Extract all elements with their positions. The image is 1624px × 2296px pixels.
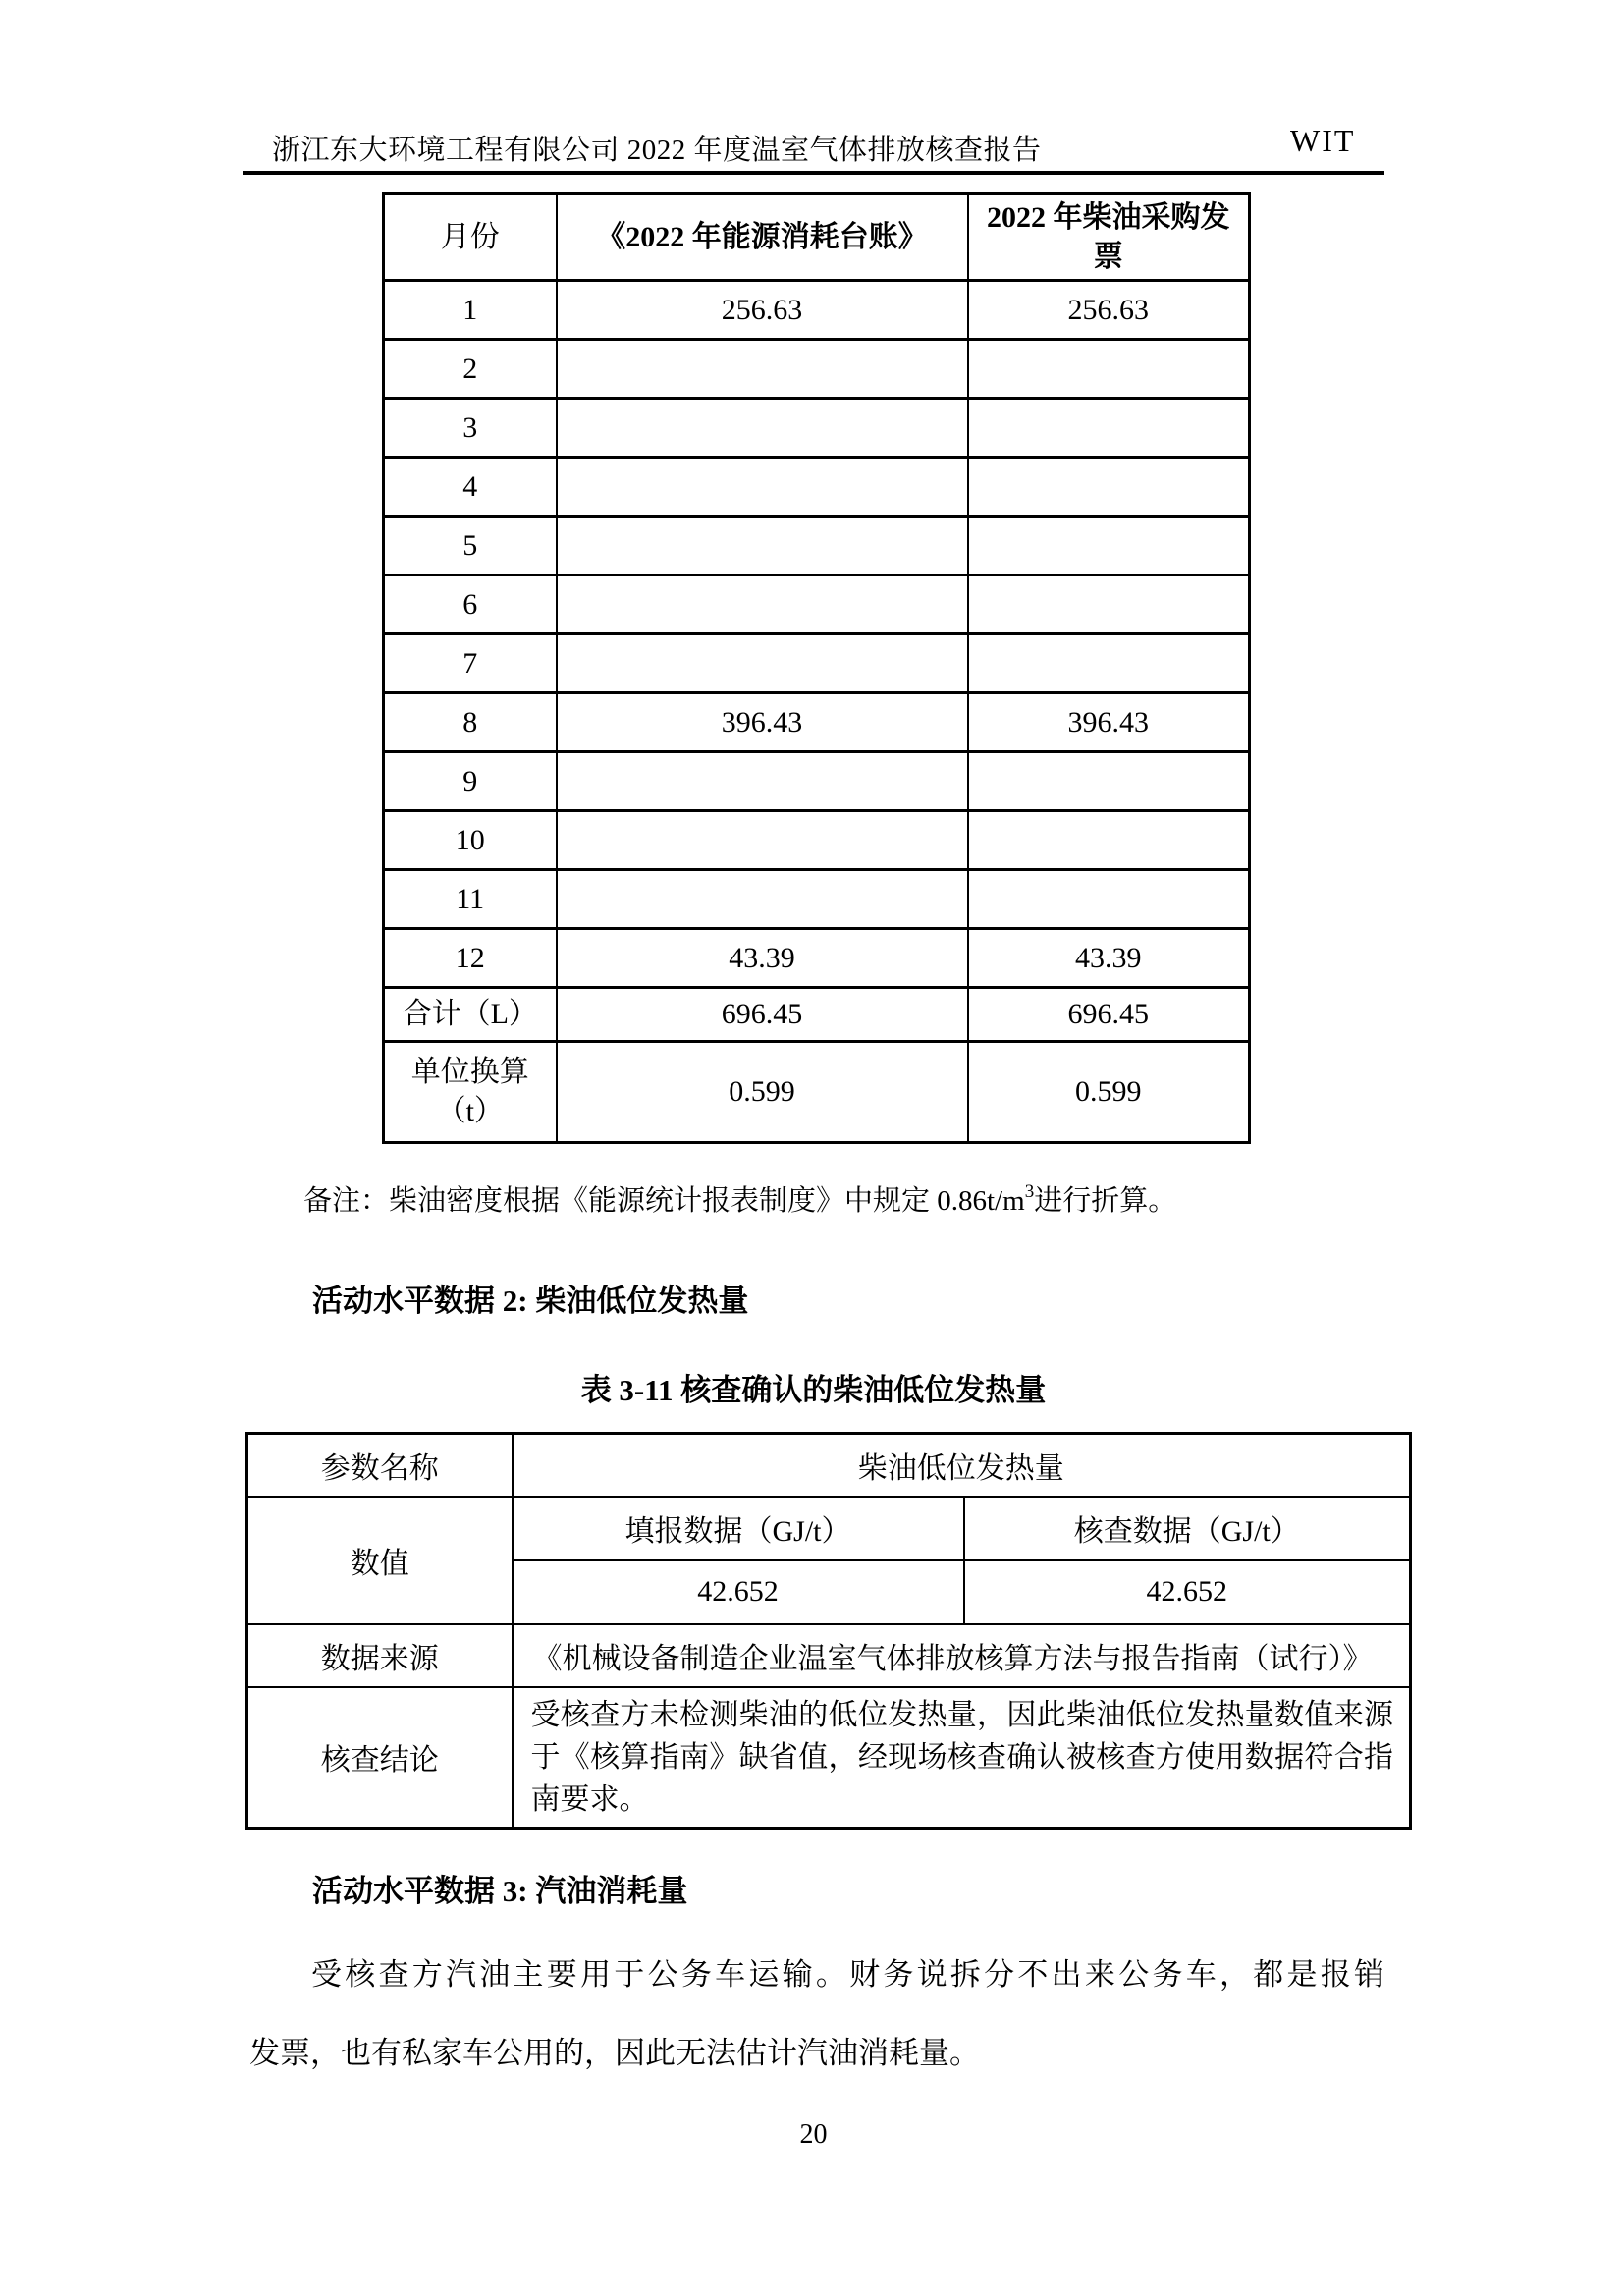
invoice-cell: 396.43 — [968, 693, 1250, 752]
table-row — [384, 517, 1250, 575]
verified-value: 42.652 — [964, 1560, 1411, 1624]
ledger-cell — [557, 752, 968, 811]
value-label: 数值 — [247, 1497, 513, 1624]
conclusion-label: 核查结论 — [247, 1687, 513, 1829]
table-row — [384, 281, 1250, 340]
header-rule — [243, 171, 1384, 175]
month-cell: 7 — [384, 634, 557, 693]
ledger-cell: 43.39 — [557, 929, 968, 988]
source-label: 数据来源 — [247, 1624, 513, 1687]
value-header-row — [247, 1497, 1411, 1560]
source-value: 《机械设备制造企业温室气体排放核算方法与报告指南（试行）》 — [513, 1624, 1411, 1687]
table-row — [384, 752, 1250, 811]
source-row — [247, 1624, 1411, 1687]
conversion-label-line1: 单位换算 — [410, 1056, 529, 1088]
month-cell: 9 — [384, 752, 557, 811]
month-cell: 2 — [384, 340, 557, 399]
conclusion-row — [247, 1687, 1411, 1829]
heating-value-table — [245, 1432, 1412, 1830]
month-cell: 3 — [384, 399, 557, 458]
ledger-cell: 256.63 — [557, 281, 968, 340]
month-cell: 12 — [384, 929, 557, 988]
ledger-cell — [557, 870, 968, 929]
total-row — [384, 988, 1250, 1042]
column-header-month: 月份 — [384, 194, 557, 281]
table-row — [384, 929, 1250, 988]
invoice-cell — [968, 340, 1250, 399]
invoice-cell — [968, 870, 1250, 929]
section-heading-activity-data-2: 活动水平数据 2: 柴油低位发热量 — [312, 1284, 749, 1318]
invoice-cell — [968, 458, 1250, 517]
month-cell: 5 — [384, 517, 557, 575]
invoice-cell — [968, 399, 1250, 458]
invoice-cell: 43.39 — [968, 929, 1250, 988]
ledger-cell — [557, 811, 968, 870]
table-3-11-caption: 表 3-11 核查确认的柴油低位发热量 — [580, 1373, 1047, 1407]
month-cell: 8 — [384, 693, 557, 752]
body-paragraph-line2: 发票，也有私家车公用的，因此无法估计汽油消耗量。 — [249, 2036, 980, 2070]
total-invoice: 696.45 — [968, 988, 1250, 1042]
invoice-cell — [968, 575, 1250, 634]
reported-header: 填报数据（GJ/t） — [513, 1497, 964, 1560]
ledger-cell — [557, 517, 968, 575]
ledger-cell — [557, 575, 968, 634]
ledger-cell: 396.43 — [557, 693, 968, 752]
reported-value: 42.652 — [513, 1560, 964, 1624]
body-paragraph-line1: 受核查方汽油主要用于公务车运输。财务说拆分不出来公务车，都是报销 — [311, 1957, 1384, 1992]
column-header-invoice: 2022 年柴油采购发票 — [968, 194, 1250, 281]
verified-header: 核查数据（GJ/t） — [964, 1497, 1411, 1560]
invoice-cell — [968, 752, 1250, 811]
conversion-row — [384, 1042, 1250, 1143]
ledger-cell — [557, 458, 968, 517]
section-heading-activity-data-3: 活动水平数据 3: 汽油消耗量 — [312, 1874, 688, 1908]
page-header-logo: WIT — [1290, 123, 1356, 158]
total-label: 合计（L） — [384, 988, 557, 1042]
conversion-label — [384, 1042, 557, 1143]
note-superscript: 3 — [1024, 1181, 1035, 1203]
param-label: 参数名称 — [247, 1434, 513, 1497]
table-row — [384, 575, 1250, 634]
table-note — [303, 1178, 1176, 1219]
month-cell: 11 — [384, 870, 557, 929]
table-row — [384, 634, 1250, 693]
conversion-ledger: 0.599 — [557, 1042, 968, 1143]
month-cell: 6 — [384, 575, 557, 634]
month-cell: 1 — [384, 281, 557, 340]
page-header-title: 浙江东大环境工程有限公司 2022 年度温室气体排放核查报告 — [272, 135, 1042, 166]
table-row — [384, 811, 1250, 870]
total-ledger: 696.45 — [557, 988, 968, 1042]
ledger-cell — [557, 634, 968, 693]
month-cell: 10 — [384, 811, 557, 870]
table-row — [384, 340, 1250, 399]
param-row — [247, 1434, 1411, 1497]
table-row — [384, 870, 1250, 929]
invoice-cell — [968, 811, 1250, 870]
invoice-cell: 256.63 — [968, 281, 1250, 340]
table-row — [384, 693, 1250, 752]
table-row — [384, 399, 1250, 458]
ledger-cell — [557, 340, 968, 399]
invoice-cell — [968, 634, 1250, 693]
table-header-row — [384, 194, 1250, 281]
column-header-ledger: 《2022 年能源消耗台账》 — [557, 194, 968, 281]
conversion-invoice: 0.599 — [968, 1042, 1250, 1143]
diesel-consumption-table — [382, 192, 1251, 1144]
invoice-cell — [968, 517, 1250, 575]
conclusion-value: 受核查方未检测柴油的低位发热量，因此柴油低位发热量数值来源于《核算指南》缺省值，经现场核查确认被核查方使用数据符合指南要求。 — [513, 1687, 1411, 1829]
note-text-suffix: 进行折算。 — [1034, 1185, 1177, 1217]
conversion-label-line2: （t） — [436, 1095, 504, 1127]
table-row — [384, 458, 1250, 517]
month-cell: 4 — [384, 458, 557, 517]
ledger-cell — [557, 399, 968, 458]
param-value: 柴油低位发热量 — [513, 1434, 1411, 1497]
note-text: 备注：柴油密度根据《能源统计报表制度》中规定 0.86t/m — [303, 1185, 1025, 1217]
page-number: 20 — [799, 2119, 828, 2150]
